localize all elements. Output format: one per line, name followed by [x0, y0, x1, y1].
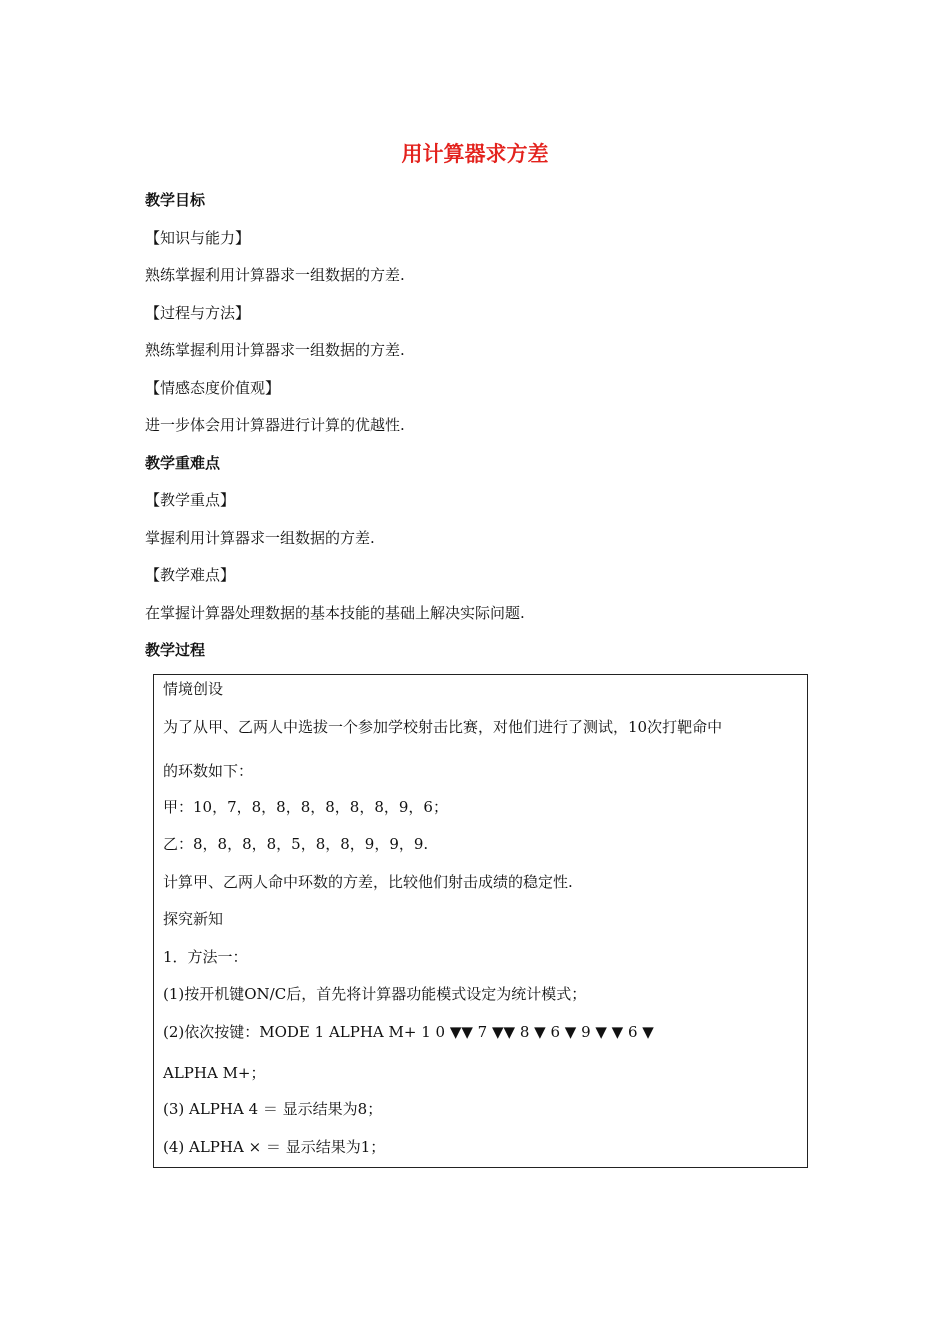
step-3: (3) ALPHA 4 ＝ 显示结果为8；: [163, 1100, 383, 1118]
scenario-line-1: 为了从甲、乙两人中选拔一个参加学校射击比赛，对他们进行了测试，10次打靶命中: [163, 718, 723, 736]
step-2-line-1: (2)依次按键：MODE 1 ALPHA M+ 1 0 ▼▼ 7 ▼▼ 8 ▼ 6 ▼ 9 ▼ ▼ 6 ▼: [163, 1023, 654, 1041]
scores-yi: 乙：8，8，8，8，5，8，8，9，9，9.: [163, 835, 429, 853]
text-teaching-difficulty: 在掌握计算器处理数据的基本技能的基础上解决实际问题.: [145, 604, 525, 622]
label-knowledge-ability: 【知识与能力】: [145, 229, 251, 247]
step-4: (4) ALPHA × ＝ 显示结果为1；: [163, 1138, 386, 1156]
scores-jia: 甲：10，7，8，8，8，8，8，8，9，6；: [163, 798, 448, 816]
label-emotion-values: 【情感态度价值观】: [145, 379, 281, 397]
step-1: (1)按开机键ON/C后，首先将计算器功能模式设定为统计模式；: [163, 985, 587, 1003]
scenario-line-2: 的环数如下：: [163, 762, 254, 780]
document-title: 用计算器求方差: [401, 142, 549, 166]
method-one-label: 1．方法一：: [163, 948, 248, 966]
task-text: 计算甲、乙两人命中环数的方差，比较他们射击成绩的稳定性.: [163, 873, 573, 891]
text-knowledge-ability: 熟练掌握利用计算器求一组数据的方差.: [145, 266, 405, 284]
label-teaching-difficulty: 【教学难点】: [145, 566, 236, 584]
procedure-table-cell: [153, 674, 808, 1168]
label-teaching-focus: 【教学重点】: [145, 491, 236, 509]
heading-teaching-procedure: 教学过程: [145, 641, 206, 659]
heading-key-difficult-points: 教学重难点: [145, 454, 221, 472]
text-teaching-focus: 掌握利用计算器求一组数据的方差.: [145, 529, 375, 547]
label-scenario: 情境创设: [163, 680, 224, 698]
text-emotion-values: 进一步体会用计算器进行计算的优越性.: [145, 416, 405, 434]
label-process-method: 【过程与方法】: [145, 304, 251, 322]
heading-teaching-goals: 教学目标: [145, 191, 206, 209]
step-2-line-2: ALPHA M+；: [163, 1064, 266, 1082]
text-process-method: 熟练掌握利用计算器求一组数据的方差.: [145, 341, 405, 359]
label-explore: 探究新知: [163, 910, 224, 928]
